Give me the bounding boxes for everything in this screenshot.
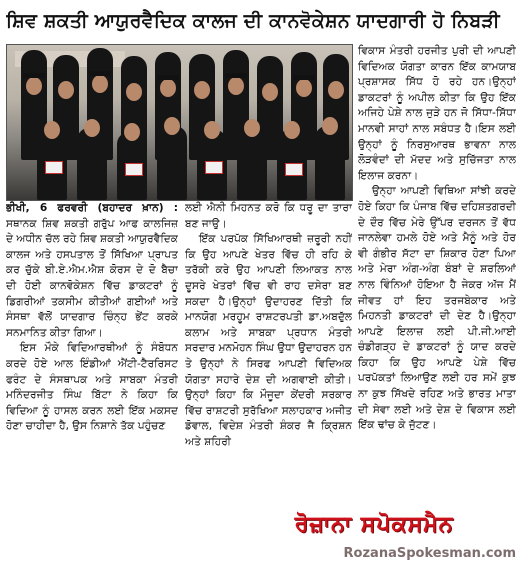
newspaper-url[interactable]: RozanaSpokesman.com xyxy=(343,546,516,561)
article-column-1 xyxy=(6,201,178,501)
face xyxy=(84,119,100,137)
article-headline: ਸ਼ਿਵ ਸ਼ਕਤੀ ਆਯੁਰਵੈਦਿਕ ਕਾਲਜ ਦੀ ਕਾਨਵੋਕੇਸ਼ਨ ਯਾਦਗਾਰੀ ਹੋ ਨਿਬੜੀ xyxy=(6,10,500,32)
face xyxy=(228,77,244,95)
face xyxy=(160,79,176,97)
certificate xyxy=(125,163,143,176)
face xyxy=(26,77,42,95)
dateline: ਭੀਖੀ, 6 ਫਰਵਰੀ (ਬਹਾਦਰ ਖ਼ਾਨ) : xyxy=(6,202,178,214)
paragraph: ਇੱਕ ਪਰਪੱਕ ਸਿੱਖਿਆਰਥੀ ਜ਼ਰੂਰੀ ਨਹੀਂ ਕਿ ਉਹ ਆਪਣੇ ਖੇਤਰ ਵਿੱਚ ਹੀ ਰਹਿ ਕੇ ਤਰੱਕੀ ਕਰੇ ਉਹ ਆਪਣੀ ਲਿਆਕਤ ਨਾਲ ਦੂਸਰੇ ਖੇਤਰਾਂ ਵਿੱਚ ਵੀ ਰਾਹ ਦਸੇਰਾ ਬਣ ਸਕਦਾ ਹੈ।ਉਨ੍ਹਾਂ ਉਦਾਹਰਣ ਦਿੱਤੀ ਕਿ ਮਾਨਯੋਗ ਮਰਹੂਮ ਰਾਸ਼ਟਰਪਤੀ ਡਾ.ਅਬਦੁੱਲ ਕਲਾਮ ਅਤੇ ਸਾਬਕਾ ਪ੍ਰਧਾਨ ਮੰਤਰੀ ਸਰਦਾਰ ਮਨਮੋਹਨ ਸਿੰਘ ਉਧਾ ਉਦਾਹਰਨ ਹਨ ਤੇ ਉਨ੍ਹਾਂ ਨੇ ਸਿਰਫ ਆਪਣੀ ਵਿਦਿਅਕ ਯੋਗਤਾ ਸਹਾਰੇ ਦੇਸ਼ ਦੀ ਅਗਵਾਈ ਕੀਤੀ।ਉਨ੍ਹਾਂ ਕਿਹਾ ਕਿ ਮੌਜੂਦਾ ਕੇਂਦਰੀ ਸਰਕਾਰ ਵਿੱਚ ਰਾਸ਼ਟਰੀ ਸੁਰੱਖਿਆ ਸਲਾਹਕਾਰ ਅਜੀਤ ਡੋਵਾਲ, ਵਿਦੇਸ਼ ਮੰਤਰੀ ਸ਼ੰਕਰ ਜੈ ਕ੍ਰਿਸ਼ਨ ਅਤੇ ਸ਼ਹਿਰੀ xyxy=(185,233,352,448)
face xyxy=(194,81,210,99)
graduate-figure xyxy=(237,128,267,200)
graduation-cap xyxy=(225,73,247,78)
face xyxy=(262,83,278,101)
face xyxy=(44,121,60,139)
graduate-figure xyxy=(315,126,345,200)
article-column-3 xyxy=(358,44,516,501)
paragraph: ਵਿਕਾਸ ਮੰਤਰੀ ਹਰਜੀਤ ਪੁਰੀ ਦੀ ਆਪਣੀ ਵਿਦਿਅਕ ਯੋਗਤਾ ਕਾਰਨ ਇੱਕ ਕਾਮਯਾਬ ਪ੍ਰਸ਼ਾਸਕ ਸਿੱਧ ਹੋ ਰਹੇ ਹਨ।ਉਨ੍ਹਾਂ ਡਾਕਟਰਾਂ ਨੂੰ ਅਪੀਲ ਕੀਤਾ ਕਿ ਉਹ ਇੱਕ ਅਜਿਹੇ ਪੇਸ਼ੇ ਨਾਲ ਜੁੜੇ ਹਨ ਜੋ ਸਿੱਧਾ-ਸਿੱਧਾ ਮਾਨਵੀ ਸਾਹਾਂ ਨਾਲ ਸਬੰਧਤ ਹੈ।ਇਸ ਲਈ ਉਨ੍ਹਾਂ ਨੂੰ ਨਿਰਸੁਆਰਥ ਭਾਵਨਾ ਨਾਲ ਲੋੜਵੰਦਾਂ ਦੀ ਮੱਦਦ ਅਤੇ ਸੁਚਿੱਜਤਾ ਨਾਲ ਇਲਾਜ ਕਰਨਾ। xyxy=(358,45,516,182)
article-column-2 xyxy=(185,201,352,501)
convocation-photo xyxy=(6,44,353,201)
paragraph: ਉਨ੍ਹਾ ਆਪਣੀ ਵਿਥਿਆ ਸਾਂਝੀ ਕਰਦੇ ਹੋਏ ਕਿਹਾ ਕਿ ਪੰਜਾਬ ਵਿੱਚ ਦਹਿਸ਼ਤਗਰਦੀ ਦੇ ਦੌਰ ਵਿੱਚ ਮੇਰੇ ਉੱਪਰ ਦਰਜਨ ਤੋਂ ਵੱਧ ਜਾਨਲੇਵਾ ਹਮਲੇ ਹੋਏ ਅਤੇ ਮੈਨੂੰ ਅਤੇ ਹੋਰ ਵੀ ਗੰਭੀਰ ਸੱਟਾ ਦਾ ਸ਼ਿਕਾਰ ਹੋਣਾ ਪਿਆ ਅਤੇ ਮੇਰਾ ਅੰਗ-ਅੰਗ ਬੰਬਾਂ ਦੇ ਸ਼ਰਲਿਆਂ ਨਾਲ ਵਿੰਨਿਆਂ ਹੋਇਆ ਹੈ ਜੇਕਰ ਅੱਜ ਮੈਂ ਜੀਵਤ ਹਾਂ ਇਹ ਤਰਜਬੇਕਾਰ ਅਤੇ ਮਿਹਨਤੀ ਡਾਕਟਰਾਂ ਦੀ ਦੇਣ ਹੈ।ਉਨ੍ਹਾ ਆਪਣੇ ਇਲਾਜ਼ ਲਈ ਪੀ.ਜੀ.ਆਈ ਚੰਡੀਗੜ੍ਹ ਦੇ ਡਾਕਟਰਾਂ ਨੂੰ ਯਾਦ ਕਰਦੇ ਕਿਹਾ ਕਿ ਉਹ ਆਪਣੇ ਪੇਸ਼ੇ ਵਿੱਚ ਪਰਪੱਕਤਾਂ ਲਿਆਉਣ ਲਈ ਹਰ ਸਮੇਂ ਕੁਝ ਨਾ ਕੁਝ ਸਿੱਖਦੇ ਰਹਿਣ ਅਤੇ ਭਾਰਤ ਮਾਤਾ ਦੀ ਸੇਵਾ ਲਈ ਅਤੇ ਦੇਸ਼ ਦੇ ਵਿਕਾਸ ਲਈ ਇੱਕ ਢਾਂਚ ਕੇ ਜੁੱਟਣ। xyxy=(358,185,516,432)
certificate xyxy=(45,161,63,174)
paragraph: ਸਥਾਨਕ ਸ਼ਿਵ ਸ਼ਕਤੀ ਗਰੁੱਪ ਆਫ ਕਾਲਜਿਜ਼ ਦੇ ਅਧੀਨ ਚੱਲ ਰਹੇ ਸ਼ਿਵ ਸ਼ਕਤੀ ਆਯੁਰਵੈਦਿਕ ਕਾਲਜ ਅਤੇ ਹਸਪਤਾਲ ਤੋਂ ਸਿੱਖਿਆ ਪ੍ਰਾਪਤ ਕਰ ਚੁੱਕੇ ਬੀ.ਏ.ਐਮ.ਐਸ਼ ਕੋਰਸ ਦੇ ਦੋ ਬੈਚਾ ਦੀ ਹੋਈ ਕਾਨਵੋਕੇਸ਼ਨ ਵਿੱਚ ਡਾਕਟਰਾਂ ਨੂੰ ਡਿਗਰੀਆਂ ਤਕਸੀਮ ਕੀਤੀਆਂ ਗਈਆਂ ਅਤੇ ਸੰਸਥਾ ਵੱਲੋਂ ਯਾਦਗਾਰ ਚਿੰਨ੍ਹ ਭੇਂਟ ਕਰਕੇ ਸਨਮਾਨਿਤ ਕੀਤਾ ਗਿਆ। xyxy=(6,217,178,339)
face xyxy=(204,121,220,139)
face xyxy=(92,75,108,93)
face xyxy=(126,83,142,101)
face xyxy=(296,79,312,97)
face xyxy=(164,117,180,135)
graduation-cap xyxy=(293,75,315,80)
certificate xyxy=(205,161,223,174)
certificate xyxy=(285,163,303,176)
face xyxy=(124,123,140,141)
face xyxy=(244,119,260,137)
graduation-cap xyxy=(157,75,179,80)
face xyxy=(58,81,74,99)
graduate-figure xyxy=(157,126,187,200)
graduation-cap xyxy=(23,73,45,78)
newspaper-logo: ਰੋਜ਼ਾਨਾ ਸਪੋਕਸਮੈਨ xyxy=(294,511,454,537)
paragraph: ਲਈ ਐਨੀ ਮਿਹਨਤ ਕਰੋ ਕਿ ਧਰੂ ਦਾ ਤਾਰਾ ਬਣ ਜਾਉ। xyxy=(185,202,352,230)
paragraph: ਇਸ ਮੌਕੇ ਵਿਦਿਆਰਥੀਆਂ ਨੂੰ ਸੰਬੋਧਨ ਕਰਦੇ ਹੋਏ ਆਲ ਇੰਡੀਆਂ ਐਂਟੀ-ਟੈਰਰਿਸਟ ਫਰੰਟ ਦੇ ਸੰਸਥਾਪਕ ਅਤੇ ਸਾਬਕਾ ਮੰਤਰੀ ਮਨਿੰਦਰਜੀਤ ਸਿੰਘ ਬਿੱਟਾ ਨੇ ਕਿਹਾ ਕਿ ਵਿਦਿਆ ਨੂੰ ਹਾਸਲ ਕਰਨ ਲਈ ਇੱਕ ਮਕਸਦ ਹੋਣਾ ਚਾਹੀਦਾ ਹੈ, ਉਸ ਨਿਸ਼ਾਨੇ ਤੱਕ ਪਹੁੰਚਣ xyxy=(6,342,178,433)
face xyxy=(328,81,344,99)
graduation-cap xyxy=(89,71,111,76)
graduate-figure xyxy=(77,128,107,200)
face xyxy=(284,121,300,139)
face xyxy=(322,117,338,135)
